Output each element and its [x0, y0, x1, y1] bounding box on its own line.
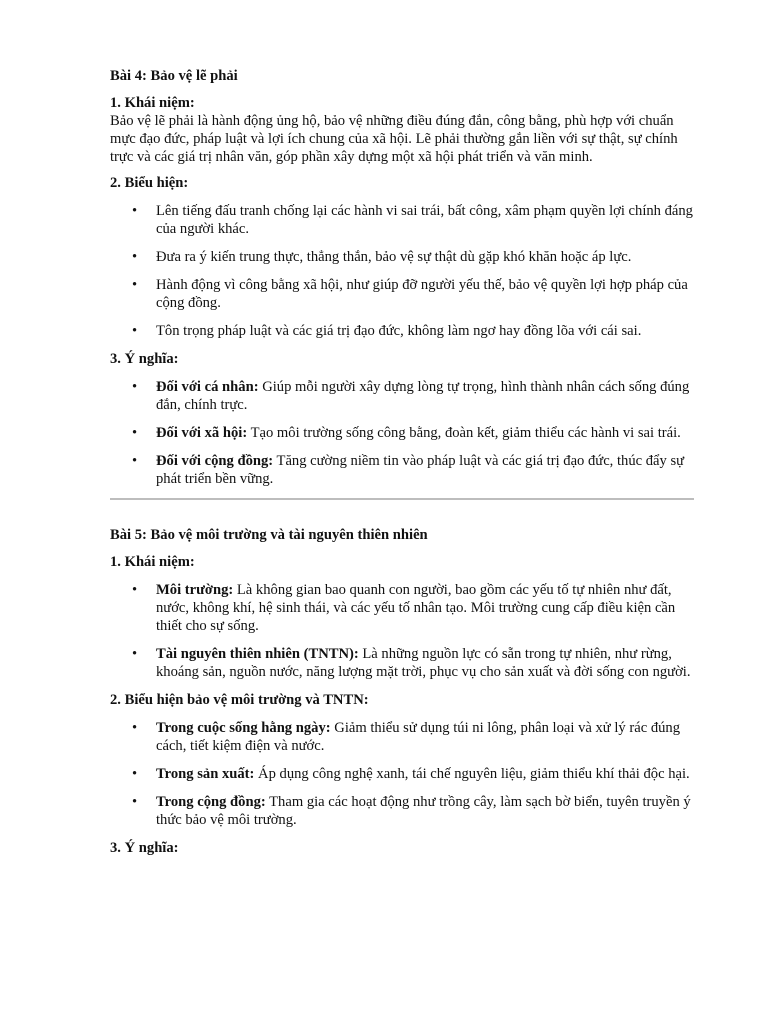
list-item-text: Giảm thiểu sử dụng túi ni lông, phân loại và xử lý rác đúng cách, tiết kiệm điện và nước.	[156, 720, 681, 754]
section-divider	[110, 498, 694, 500]
bullet-icon: •	[132, 766, 138, 782]
lesson4-expression-list	[110, 202, 694, 340]
list-item-label: Tài nguyên thiên nhiên (TNTN):	[156, 646, 359, 662]
list-item-text: Lên tiếng đấu tranh chống lại các hành vi sai trái, bất công, xâm phạm quyền lợi chính đáng của người khác.	[156, 203, 693, 237]
list-item	[110, 793, 694, 829]
lesson5-concept-heading: 1. Khái niệm:	[110, 554, 195, 570]
list-item-label: Đối với cá nhân:	[156, 379, 259, 395]
bullet-icon: •	[132, 249, 138, 265]
list-item-label: Trong sản xuất:	[156, 766, 255, 782]
list-item-text: Là không gian bao quanh con người, bao gồm các yếu tố tự nhiên như đất, nước, không khí, hệ sinh thái, và các yếu tố nhân tạo. Môi trường cung cấp điều kiện cần thiết cho sự sống.	[156, 582, 676, 634]
list-item	[110, 202, 694, 238]
document-page	[110, 67, 694, 857]
list-item	[110, 581, 694, 635]
list-item-label: Môi trường:	[156, 582, 234, 598]
bullet-icon: •	[132, 646, 138, 662]
list-item	[110, 424, 694, 442]
bullet-icon: •	[132, 425, 138, 441]
list-item-text: Tham gia các hoạt động như trồng cây, làm sạch bờ biển, tuyên truyền ý thức bảo vệ môi trường.	[156, 794, 691, 828]
list-item-label: Đối với xã hội:	[156, 425, 248, 441]
list-item-label: Đối với cộng đồng:	[156, 453, 274, 469]
list-item	[110, 322, 694, 340]
lesson5-concept-list	[110, 581, 694, 681]
list-item-text: Đưa ra ý kiến trung thực, thẳng thắn, bảo vệ sự thật dù gặp khó khăn hoặc áp lực.	[156, 249, 632, 265]
list-item-text: Hành động vì công bằng xã hội, như giúp đỡ người yếu thế, bảo vệ quyền lợi hợp pháp của cộng đồng.	[156, 277, 688, 311]
lesson5-meaning-heading: 3. Ý nghĩa:	[110, 840, 179, 856]
lesson4-title: Bài 4: Bảo vệ lẽ phải	[110, 68, 238, 84]
lesson5-expression-list	[110, 719, 694, 829]
bullet-icon: •	[132, 794, 138, 810]
list-item	[110, 248, 694, 266]
lesson4-concept-heading: 1. Khái niệm:	[110, 95, 195, 111]
bullet-icon: •	[132, 323, 138, 339]
list-item-label: Trong cuộc sống hằng ngày:	[156, 720, 331, 736]
list-item	[110, 645, 694, 681]
lesson5-title: Bài 5: Bảo vệ môi trường và tài nguyên thiên nhiên	[110, 527, 428, 543]
list-item-text: Tăng cường niềm tin vào pháp luật và các giá trị đạo đức, thúc đẩy sự phát triển bền vững.	[156, 453, 685, 487]
list-item-text: Tôn trọng pháp luật và các giá trị đạo đức, không làm ngơ hay đồng lõa với cái sai.	[156, 323, 642, 339]
lesson4-meaning-list	[110, 378, 694, 488]
list-item-text: Áp dụng công nghệ xanh, tái chế nguyên liệu, giảm thiểu khí thải độc hại.	[254, 766, 690, 782]
bullet-icon: •	[132, 379, 138, 395]
list-item-label: Trong cộng đồng:	[156, 794, 266, 810]
list-item	[110, 452, 694, 488]
list-item	[110, 378, 694, 414]
list-item-text: Giúp mỗi người xây dựng lòng tự trọng, hình thành nhân cách sống đúng đắn, chính trực.	[156, 379, 690, 413]
bullet-icon: •	[132, 720, 138, 736]
list-item-text: Là những nguồn lực có sẵn trong tự nhiên, như rừng, khoáng sản, nguồn nước, năng lượng mặt trời, phục vụ cho sản xuất và đời sống con người.	[156, 646, 691, 680]
bullet-icon: •	[132, 453, 138, 469]
list-item	[110, 719, 694, 755]
list-item	[110, 765, 694, 783]
lesson4-concept-text: Bảo vệ lẽ phải là hành động ủng hộ, bảo vệ những điều đúng đắn, công bằng, phù hợp với chuẩn mực đạo đức, pháp luật và lợi ích chung của xã hội. Lẽ phải thường gắn liền với sự thật, sự chính trực và các giá trị nhân văn, góp phần xây dựng một xã hội phát triển và văn minh.	[110, 113, 678, 165]
lesson4-meaning-heading: 3. Ý nghĩa:	[110, 351, 179, 367]
bullet-icon: •	[132, 277, 138, 293]
lesson5-expression-heading: 2. Biểu hiện bảo vệ môi trường và TNTN:	[110, 692, 369, 708]
lesson4-expression-heading: 2. Biểu hiện:	[110, 175, 189, 191]
list-item-text: Tạo môi trường sống công bằng, đoàn kết, giảm thiểu các hành vi sai trái.	[247, 425, 681, 441]
bullet-icon: •	[132, 203, 138, 219]
list-item	[110, 276, 694, 312]
bullet-icon: •	[132, 582, 138, 598]
